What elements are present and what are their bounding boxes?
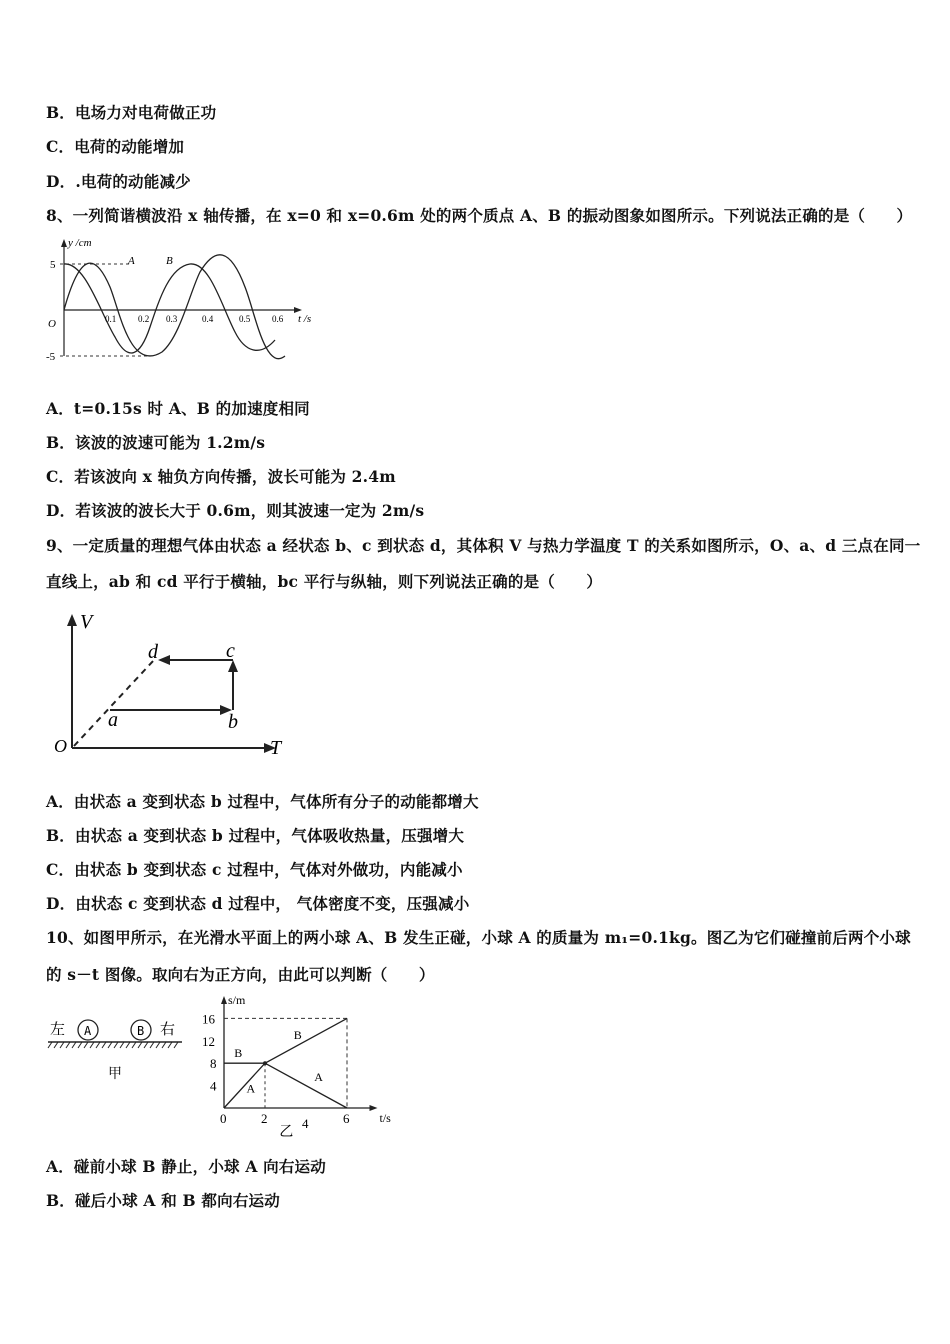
- q9-v-axis: V: [80, 611, 93, 633]
- q8-tick-3: 0.3: [166, 314, 178, 324]
- st-series-label-b-after: B: [293, 1027, 302, 1042]
- q7-option-d: D．.电荷的动能减少: [46, 172, 191, 191]
- st-ytick-12: 12: [202, 1033, 215, 1049]
- q10-left-label: 左: [50, 1020, 66, 1038]
- st-caption: 乙: [279, 1125, 294, 1140]
- st-x-arrow: [370, 1105, 378, 1111]
- q8-label-b: B: [166, 255, 173, 267]
- q9-t-axis: T: [270, 737, 282, 759]
- q8-ymax: 5: [50, 259, 56, 271]
- q8-stem: 8、一列简谐横波沿 x 轴传播，在 x=0 和 x=0.6m 处的两个质点 A、B 的振动图象如图所示。下列说法正确的是（ ）: [46, 206, 913, 225]
- q10-ball-b-label: B: [137, 1024, 145, 1038]
- st-series-label-b-before: B: [234, 1046, 243, 1061]
- q10-fig-jia: [44, 1012, 189, 1084]
- q9-stem-line1: 9、一定质量的理想气体由状态 a 经状态 b、c 到状态 d，其体积 V 与热力学温度 T 的关系如图所示，O、a、d 三点在同一: [46, 536, 921, 555]
- q8-curve-a: [64, 255, 285, 359]
- q7-option-c: C．电荷的动能增加: [46, 137, 185, 156]
- st-y-arrow: [221, 996, 227, 1004]
- q8-option-d: D．若该波的波长大于 0.6m，则其波速一定为 2m/s: [46, 501, 425, 520]
- q10-option-a: A．碰前小球 B 静止，小球 A 向右运动: [46, 1157, 326, 1176]
- q8-option-a: A．t=0.15s 时 A、B 的加速度相同: [46, 399, 310, 418]
- st-ylabel: s/m: [228, 994, 246, 1007]
- q10-st-chart: [196, 994, 396, 1142]
- q8-option-c: C．若该波向 x 轴负方向传播，波长可能为 2.4m: [46, 467, 396, 486]
- q10-stem-line1: 10、如图甲所示，在光滑水平面上的两小球 A、B 发生正碰，小球 A 的质量为 m₁=0.1kg。图乙为它们碰撞前后两个小球: [46, 928, 911, 947]
- q8-xlabel: t /s: [298, 313, 312, 325]
- q9-label-a: a: [108, 709, 118, 731]
- q8-label-a: A: [128, 255, 135, 267]
- q9-label-b: b: [228, 711, 238, 733]
- q10-right-label: 右: [160, 1020, 176, 1038]
- st-xlabel: t/s: [379, 1111, 391, 1125]
- q10-stem-line2: 的 s－t 图像。取向右为正方向，由此可以判断（ ）: [46, 965, 435, 984]
- q8-tick-4: 0.4: [202, 314, 214, 324]
- q8-tick-5: 0.5: [239, 314, 251, 324]
- q9-vt-figure: [50, 608, 295, 760]
- q8-curve-b: [64, 264, 275, 353]
- q9-option-c: C．由状态 b 变到状态 c 过程中，气体对外做功，内能减小: [46, 860, 463, 879]
- q9-option-d: D．由状态 c 变到状态 d 过程中， 气体密度不变，压强减小: [46, 894, 470, 913]
- q9-option-a: A．由状态 a 变到状态 b 过程中，气体所有分子的动能都增大: [46, 792, 479, 811]
- q7-option-b: B．电场力对电荷做正功: [46, 103, 217, 122]
- st-ytick-16: 16: [202, 1011, 215, 1027]
- q10-option-b: B．碰后小球 A 和 B 都向右运动: [46, 1191, 280, 1210]
- st-xtick-2: 2: [261, 1111, 268, 1126]
- q10-ball-a-label: A: [84, 1024, 92, 1038]
- q10-jia-caption: 甲: [108, 1066, 122, 1082]
- q8-origin: O: [48, 318, 56, 330]
- q9-option-b: B．由状态 a 变到状态 b 过程中，气体吸收热量，压强增大: [46, 826, 465, 845]
- q9-stem-line2: 直线上，ab 和 cd 平行于横轴，bc 平行与纵轴，则下列说法正确的是（ ）: [46, 572, 603, 591]
- st-collision-point: [263, 1061, 267, 1065]
- q9-origin: O: [54, 736, 67, 756]
- st-ytick-4: 4: [210, 1078, 217, 1094]
- q8-vibration-figure: [40, 232, 330, 372]
- st-series-label-a-after: A: [314, 1070, 323, 1085]
- q9-label-d: d: [148, 641, 158, 663]
- st-series-a: [224, 1063, 347, 1108]
- st-xtick-4: 4: [302, 1116, 309, 1131]
- q8-ymin: -5: [46, 351, 56, 363]
- q9-label-c: c: [226, 640, 235, 662]
- st-series-label-a-before: A: [246, 1081, 256, 1096]
- q8-option-b: B．该波的波速可能为 1.2m/s: [46, 433, 266, 452]
- q8-tick-2: 0.2: [138, 314, 150, 324]
- q8-tick-1: 0.1: [105, 314, 117, 324]
- st-xtick-6: 6: [343, 1111, 350, 1126]
- st-ytick-8: 8: [210, 1056, 217, 1072]
- st-series-b: [224, 1018, 347, 1063]
- st-xtick-0: 0: [220, 1111, 227, 1126]
- q8-ylabel: y /cm: [68, 237, 92, 249]
- q8-tick-6: 0.6: [272, 314, 284, 324]
